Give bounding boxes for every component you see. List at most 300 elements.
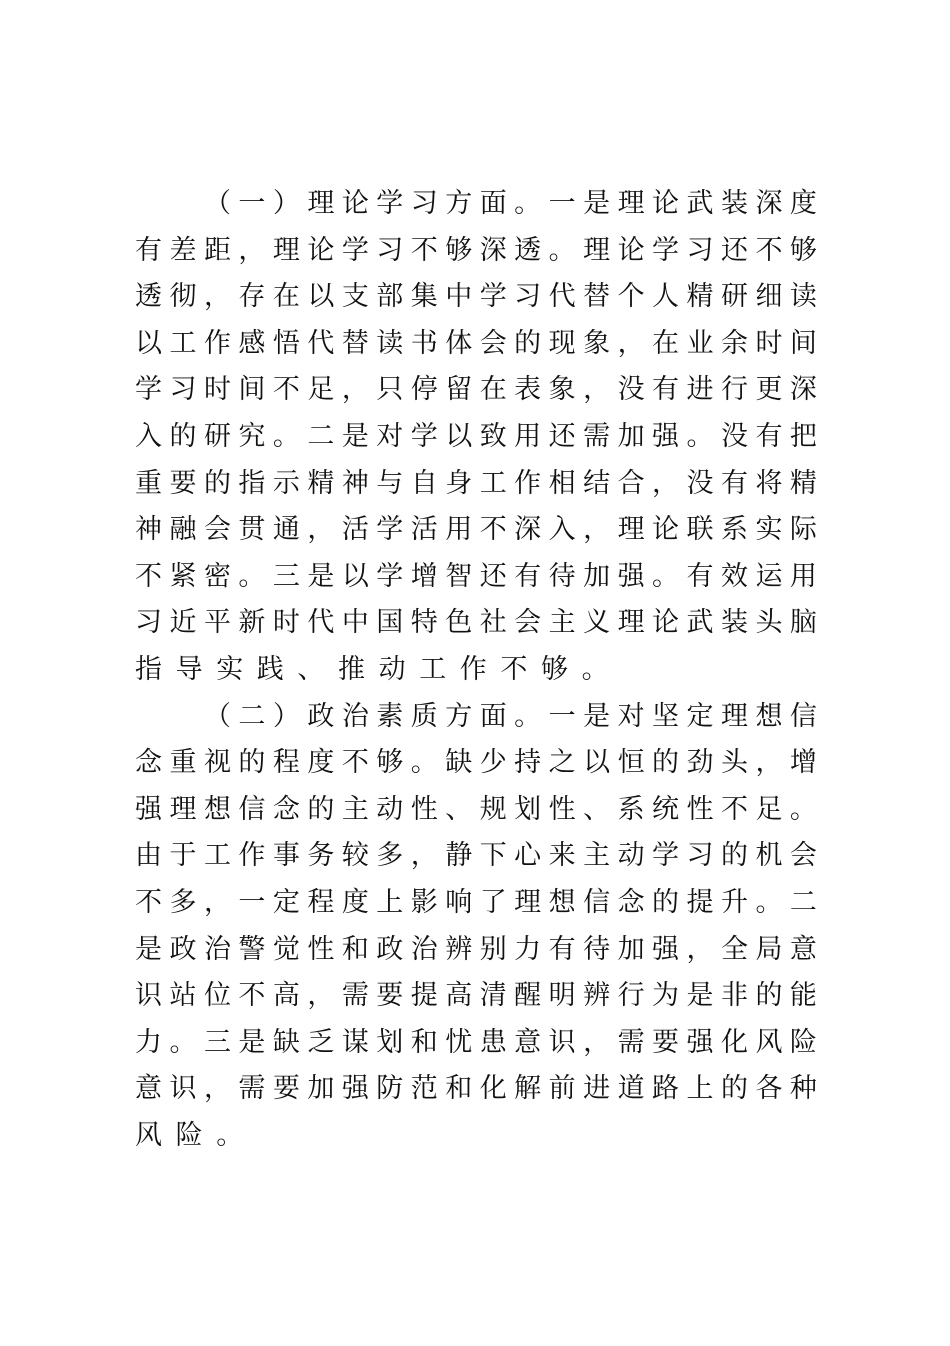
glyph: 在 — [479, 374, 507, 406]
glyph — [135, 694, 162, 741]
glyph: 通 — [272, 514, 300, 546]
glyph: 方 — [445, 700, 473, 732]
glyph — [135, 181, 162, 228]
glyph: 下 — [479, 840, 507, 872]
glyph: 信 — [789, 700, 817, 732]
glyph — [169, 181, 196, 228]
text-line — [135, 787, 817, 834]
text-line — [135, 880, 817, 927]
text-line — [135, 927, 817, 974]
glyph: 是 — [341, 420, 369, 452]
glyph: 书 — [410, 327, 438, 359]
glyph: 各 — [755, 1073, 783, 1105]
glyph: 。 — [410, 747, 438, 779]
glyph: 缺 — [272, 1026, 300, 1058]
glyph: 升 — [720, 886, 748, 918]
glyph: ， — [410, 840, 438, 872]
glyph: 工 — [169, 327, 197, 359]
glyph: 政 — [169, 933, 197, 965]
glyph: 用 — [789, 560, 817, 592]
glyph: 多 — [376, 840, 404, 872]
glyph: 。 — [238, 560, 266, 592]
glyph: 主 — [341, 793, 369, 825]
glyph: 念 — [617, 886, 645, 918]
glyph: 不 — [341, 747, 369, 779]
glyph: 种 — [789, 1073, 817, 1105]
glyph: 别 — [479, 933, 507, 965]
glyph: 。 — [548, 234, 576, 266]
glyph: 有 — [135, 234, 162, 266]
glyph: 没 — [720, 420, 748, 452]
glyph: 装 — [720, 188, 748, 219]
glyph: 提 — [410, 980, 438, 1012]
text-line — [135, 228, 817, 275]
glyph: 停 — [410, 374, 438, 406]
glyph: 习 — [169, 374, 197, 406]
glyph: 性 — [307, 933, 335, 965]
glyph: 劲 — [686, 747, 714, 779]
glyph: 会 — [479, 327, 507, 359]
glyph: 与 — [376, 467, 404, 499]
glyph: 更 — [755, 374, 783, 406]
glyph: 国 — [376, 607, 404, 639]
glyph: 来 — [548, 840, 576, 872]
glyph: 中 — [445, 281, 473, 313]
glyph: 重 — [169, 747, 197, 779]
glyph: 以 — [341, 560, 369, 592]
glyph: 习 — [410, 188, 438, 219]
glyph: 上 — [376, 886, 404, 918]
glyph: 明 — [548, 980, 576, 1012]
glyph: （ — [203, 700, 231, 732]
glyph: 多 — [169, 886, 197, 918]
glyph: 位 — [203, 980, 231, 1012]
glyph: ， — [583, 514, 611, 546]
glyph: 防 — [376, 1073, 404, 1105]
glyph: 时 — [203, 374, 231, 406]
text-line — [135, 414, 817, 461]
glyph: 。 — [755, 886, 783, 918]
glyph: 坚 — [652, 700, 680, 732]
glyph: （ — [203, 188, 231, 219]
glyph: 风 — [755, 1026, 783, 1058]
glyph: 有 — [548, 933, 576, 965]
glyph: 密 — [203, 560, 231, 592]
glyph: 性 — [410, 793, 438, 825]
glyph: 识 — [548, 1026, 576, 1058]
glyph: 论 — [652, 607, 680, 639]
text-line — [135, 554, 817, 601]
glyph: 二 — [307, 420, 335, 452]
glyph: 力 — [135, 1026, 162, 1058]
text-line — [135, 694, 817, 741]
glyph: 会 — [203, 514, 231, 546]
glyph: 的 — [514, 327, 542, 359]
text-line — [135, 507, 817, 554]
glyph: 持 — [514, 747, 542, 779]
glyph: 神 — [341, 467, 369, 499]
glyph: 够 — [376, 747, 404, 779]
paragraph-political-quality — [135, 694, 817, 1160]
glyph: 相 — [548, 467, 576, 499]
glyph: 是 — [686, 980, 714, 1012]
glyph: ， — [652, 467, 680, 499]
glyph: 的 — [755, 980, 783, 1012]
glyph: 武 — [686, 607, 714, 639]
glyph: 定 — [686, 700, 714, 732]
glyph: 化 — [479, 1073, 507, 1105]
glyph: 患 — [479, 1026, 507, 1058]
glyph: 一 — [548, 188, 576, 219]
glyph — [169, 694, 196, 741]
glyph: 重 — [135, 467, 162, 499]
glyph: 身 — [445, 467, 473, 499]
glyph: 习 — [514, 281, 542, 313]
glyph: 的 — [169, 420, 197, 452]
glyph: 的 — [203, 467, 231, 499]
glyph: 以 — [135, 327, 162, 359]
glyph: 划 — [514, 793, 542, 825]
glyph: 行 — [617, 980, 645, 1012]
glyph: 读 — [376, 327, 404, 359]
paragraph-theory-study — [135, 181, 817, 694]
glyph: 由 — [135, 840, 162, 872]
glyph: 致 — [479, 420, 507, 452]
glyph: 面 — [479, 188, 507, 219]
glyph: 提 — [686, 886, 714, 918]
glyph: 的 — [652, 886, 680, 918]
glyph: 之 — [548, 747, 576, 779]
glyph: 需 — [341, 980, 369, 1012]
glyph: 信 — [583, 886, 611, 918]
glyph: 机 — [755, 840, 783, 872]
glyph: 特 — [410, 607, 438, 639]
glyph: 增 — [410, 560, 438, 592]
glyph: 规 — [479, 793, 507, 825]
glyph: 联 — [686, 514, 714, 546]
glyph: 理 — [272, 234, 300, 266]
glyph: 入 — [548, 514, 576, 546]
document-body — [135, 181, 817, 1159]
text-line — [135, 600, 817, 647]
glyph: 有 — [755, 420, 783, 452]
glyph: 待 — [583, 933, 611, 965]
glyph: 人 — [652, 281, 680, 313]
glyph: 精 — [307, 467, 335, 499]
glyph: 象 — [583, 327, 611, 359]
glyph: 度 — [341, 886, 369, 918]
glyph: 悟 — [272, 327, 300, 359]
glyph: 上 — [686, 1073, 714, 1105]
glyph: 时 — [755, 327, 783, 359]
glyph: 力 — [514, 933, 542, 965]
glyph: 是 — [238, 1026, 266, 1058]
glyph: 意 — [135, 1073, 162, 1105]
glyph: 站 — [169, 980, 197, 1012]
glyph: 还 — [479, 560, 507, 592]
glyph: 意 — [789, 933, 817, 965]
text-line — [135, 833, 817, 880]
text-line — [135, 274, 817, 321]
glyph: 的 — [720, 1073, 748, 1105]
glyph: 主 — [583, 840, 611, 872]
glyph: 响 — [445, 886, 473, 918]
glyph: 业 — [686, 327, 714, 359]
glyph: 的 — [238, 747, 266, 779]
glyph: 要 — [272, 1073, 300, 1105]
glyph: 差 — [169, 234, 197, 266]
glyph: 学 — [376, 514, 404, 546]
glyph: 的 — [307, 793, 335, 825]
glyph: 醒 — [514, 980, 542, 1012]
glyph: 系 — [720, 514, 748, 546]
text-line — [135, 973, 817, 1020]
glyph: 只 — [376, 374, 404, 406]
glyph: 范 — [410, 1073, 438, 1105]
glyph: 意 — [514, 1026, 542, 1058]
glyph: 效 — [720, 560, 748, 592]
glyph: 留 — [445, 374, 473, 406]
glyph: ， — [583, 1026, 611, 1058]
glyph: 贯 — [238, 514, 266, 546]
glyph: 解 — [514, 1073, 542, 1105]
glyph: 余 — [720, 327, 748, 359]
text-line — [135, 1066, 817, 1113]
glyph: ， — [307, 980, 335, 1012]
glyph: 治 — [203, 933, 231, 965]
glyph: 深 — [514, 514, 542, 546]
glyph: 质 — [410, 700, 438, 732]
glyph: 二 — [789, 886, 817, 918]
glyph: 会 — [789, 840, 817, 872]
glyph: 有 — [514, 560, 542, 592]
glyph: 支 — [341, 281, 369, 313]
glyph: 够 — [445, 234, 473, 266]
glyph: 忧 — [445, 1026, 473, 1058]
glyph: 合 — [617, 467, 645, 499]
glyph: 不 — [238, 980, 266, 1012]
glyph: 表 — [514, 374, 542, 406]
text-line: 指导实践、推动工作不够。 — [135, 653, 623, 685]
glyph: 活 — [341, 514, 369, 546]
glyph: 高 — [445, 980, 473, 1012]
glyph: 学 — [376, 560, 404, 592]
glyph: 。 — [514, 700, 542, 732]
glyph: 理 — [617, 607, 645, 639]
glyph: 体 — [445, 327, 473, 359]
glyph: 还 — [720, 234, 748, 266]
glyph: 识 — [135, 980, 162, 1012]
glyph: 静 — [445, 840, 473, 872]
glyph: 义 — [583, 607, 611, 639]
glyph: 脑 — [789, 607, 817, 639]
glyph: 入 — [135, 420, 162, 452]
glyph: 精 — [686, 281, 714, 313]
glyph: 以 — [307, 281, 335, 313]
glyph: 强 — [135, 793, 162, 825]
glyph: 间 — [238, 374, 266, 406]
glyph: 在 — [272, 281, 300, 313]
glyph: 感 — [238, 327, 266, 359]
text-line — [135, 461, 817, 508]
glyph: 局 — [755, 933, 783, 965]
glyph: 有 — [686, 560, 714, 592]
glyph: 想 — [203, 793, 231, 825]
glyph: 将 — [755, 467, 783, 499]
glyph: 集 — [410, 281, 438, 313]
glyph: 加 — [617, 420, 645, 452]
glyph: 警 — [238, 933, 266, 965]
glyph: 会 — [514, 607, 542, 639]
glyph: 念 — [135, 747, 162, 779]
glyph: 视 — [203, 747, 231, 779]
glyph: 化 — [720, 1026, 748, 1058]
glyph: 学 — [341, 234, 369, 266]
glyph: 划 — [376, 1026, 404, 1058]
glyph: 自 — [410, 467, 438, 499]
glyph: 部 — [376, 281, 404, 313]
glyph: 。 — [789, 793, 817, 825]
glyph: 社 — [479, 607, 507, 639]
glyph: 、 — [445, 793, 473, 825]
glyph: 运 — [755, 560, 783, 592]
glyph: 面 — [479, 700, 507, 732]
glyph: 习 — [686, 840, 714, 872]
glyph: 待 — [548, 560, 576, 592]
glyph: 是 — [583, 700, 611, 732]
glyph: 习 — [135, 607, 162, 639]
glyph: ， — [617, 327, 645, 359]
glyph: 读 — [789, 281, 817, 313]
glyph: 政 — [307, 700, 335, 732]
glyph: 三 — [203, 1026, 231, 1058]
glyph: 不 — [720, 793, 748, 825]
glyph: 深 — [755, 188, 783, 219]
glyph: 不 — [135, 886, 162, 918]
glyph: 紧 — [169, 560, 197, 592]
glyph: 需 — [617, 1026, 645, 1058]
glyph: 有 — [720, 467, 748, 499]
glyph: 对 — [376, 420, 404, 452]
glyph: 乏 — [307, 1026, 335, 1058]
text-line: 风险。 — [135, 1119, 257, 1151]
glyph: 作 — [238, 840, 266, 872]
glyph: 学 — [479, 281, 507, 313]
glyph: 论 — [341, 188, 369, 219]
glyph: 和 — [341, 933, 369, 965]
glyph: 于 — [169, 840, 197, 872]
glyph: 透 — [135, 281, 162, 313]
glyph: 和 — [445, 1073, 473, 1105]
glyph: 融 — [169, 514, 197, 546]
glyph: 要 — [169, 467, 197, 499]
glyph: 现 — [548, 327, 576, 359]
glyph: 。 — [514, 188, 542, 219]
glyph: ， — [238, 234, 266, 266]
glyph: 。 — [272, 420, 300, 452]
glyph: 进 — [686, 374, 714, 406]
glyph: 学 — [652, 840, 680, 872]
glyph: 缺 — [445, 747, 473, 779]
glyph: 实 — [755, 514, 783, 546]
glyph: 透 — [514, 234, 542, 266]
glyph: 一 — [548, 700, 576, 732]
glyph: 深 — [479, 234, 507, 266]
glyph: 程 — [272, 747, 300, 779]
glyph: 工 — [203, 840, 231, 872]
glyph: 和 — [410, 1026, 438, 1058]
glyph: 不 — [135, 560, 162, 592]
glyph: 路 — [652, 1073, 680, 1105]
glyph: 是 — [135, 933, 162, 965]
glyph: 信 — [238, 793, 266, 825]
glyph: 没 — [617, 374, 645, 406]
text-line — [135, 181, 817, 228]
glyph: 距 — [203, 234, 231, 266]
glyph: 用 — [445, 514, 473, 546]
glyph: 增 — [789, 747, 817, 779]
glyph: 个 — [617, 281, 645, 313]
glyph: 觉 — [272, 933, 300, 965]
glyph: 论 — [652, 514, 680, 546]
glyph: 治 — [341, 700, 369, 732]
glyph: 以 — [583, 747, 611, 779]
glyph: 把 — [789, 420, 817, 452]
glyph: 够 — [789, 234, 817, 266]
glyph: 动 — [376, 793, 404, 825]
glyph: ， — [203, 1073, 231, 1105]
glyph: 际 — [789, 514, 817, 546]
glyph: 以 — [445, 420, 473, 452]
glyph: 头 — [720, 747, 748, 779]
glyph: 装 — [720, 607, 748, 639]
glyph: 对 — [617, 700, 645, 732]
text-line — [135, 1020, 817, 1067]
glyph: 影 — [410, 886, 438, 918]
glyph: ， — [583, 374, 611, 406]
glyph: 学 — [410, 420, 438, 452]
glyph: 究 — [238, 420, 266, 452]
glyph: 度 — [307, 747, 335, 779]
glyph: 较 — [341, 840, 369, 872]
glyph: 作 — [203, 327, 231, 359]
glyph: 用 — [514, 420, 542, 452]
glyph: 心 — [514, 840, 542, 872]
glyph: 平 — [203, 607, 231, 639]
glyph: 加 — [583, 560, 611, 592]
glyph: 近 — [169, 607, 197, 639]
glyph: 替 — [341, 327, 369, 359]
glyph: ， — [686, 933, 714, 965]
glyph: 了 — [479, 886, 507, 918]
glyph: 。 — [686, 420, 714, 452]
glyph: 二 — [238, 700, 266, 732]
glyph: 结 — [583, 467, 611, 499]
glyph: ） — [272, 188, 300, 219]
glyph: 辨 — [445, 933, 473, 965]
glyph: 理 — [583, 234, 611, 266]
glyph: 在 — [652, 327, 680, 359]
glyph: 示 — [272, 467, 300, 499]
glyph: 工 — [479, 467, 507, 499]
glyph: 理 — [617, 514, 645, 546]
glyph: 一 — [238, 188, 266, 219]
glyph: 辨 — [583, 980, 611, 1012]
glyph: 还 — [548, 420, 576, 452]
glyph: 强 — [652, 420, 680, 452]
glyph: 治 — [410, 933, 438, 965]
glyph: 神 — [135, 514, 162, 546]
